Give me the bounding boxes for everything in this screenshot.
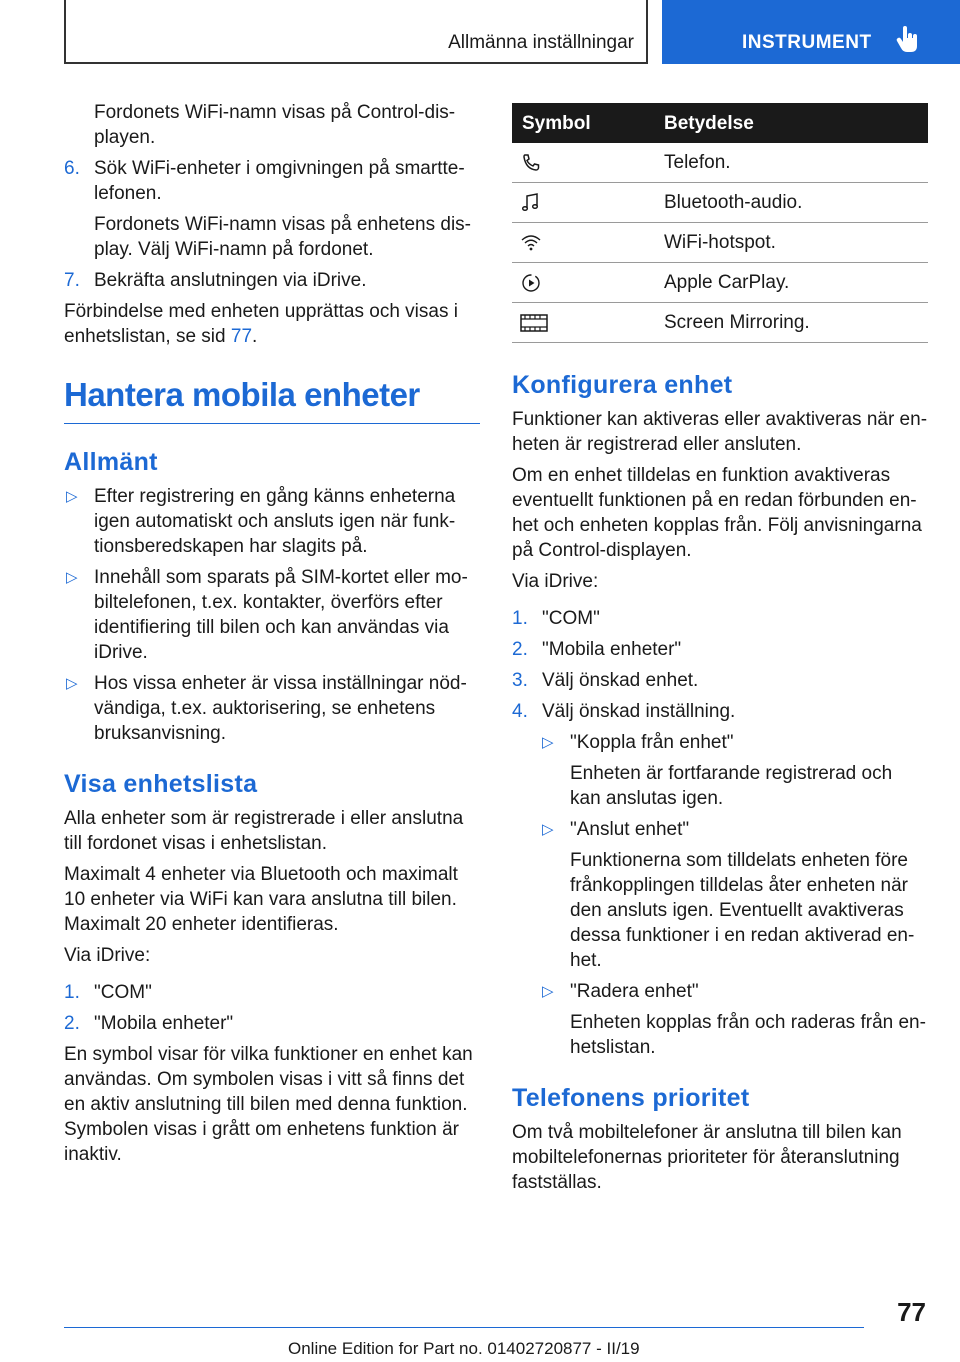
paragraph: Via iDrive: xyxy=(64,945,151,966)
header-section-box xyxy=(64,0,648,64)
list-item xyxy=(64,1011,480,1036)
triangle-bullet-icon: ▷ xyxy=(542,983,554,1000)
step-text: "Mobila enheter" xyxy=(94,1013,234,1034)
paragraph: Fordonets WiFi-namn visas på Control-displayen. xyxy=(94,102,456,148)
step-number: 6. xyxy=(64,158,80,179)
footer-divider xyxy=(64,1327,864,1328)
hand-pointer-icon xyxy=(894,24,922,54)
paragraph: Via iDrive: xyxy=(512,571,599,592)
step-text: "COM" xyxy=(94,982,152,1003)
step-number: 4. xyxy=(512,701,528,722)
option-label: "Anslut enhet" xyxy=(570,819,690,840)
list-item xyxy=(64,484,480,559)
section-heading-priority: Telefonens prioritet xyxy=(512,1084,750,1112)
paragraph xyxy=(64,299,480,349)
option-description: Funktionerna som tilldelats enheten före frånkopplingen tilldelas åter enheten när den ansluts igen. Eventuellt avaktiveras dessa funktioner i en redan aktiverad enhet. xyxy=(570,850,915,971)
step-text: "Mobila enheter" xyxy=(542,639,682,660)
table-row xyxy=(512,143,928,183)
phone-icon xyxy=(520,152,542,174)
triangle-bullet-icon: ▷ xyxy=(542,821,554,838)
music-note-icon xyxy=(520,192,542,214)
list-item xyxy=(512,699,928,724)
screen-mirroring-icon xyxy=(520,312,548,334)
table-cell: WiFi-hotspot. xyxy=(664,223,928,263)
paragraph-text: Förbindelse med enheten upprättas och visas i enhetslistan, se sid xyxy=(64,301,458,347)
step-number: 2. xyxy=(64,1013,80,1034)
header-section-title: Allmänna inställningar xyxy=(448,32,634,53)
bullet-text: Efter registrering en gång känns enheterna igen automatiskt och ansluts igen när funktionsberedskapen har slagits på. xyxy=(94,486,456,557)
list-item xyxy=(64,671,480,746)
step-text: Bekräfta anslutningen via iDrive. xyxy=(94,270,367,291)
paragraph: Om två mobiltelefoner är anslutna till bilen kan mobiltelefonernas prioriteter för återanslutning fastställas. xyxy=(512,1122,902,1193)
table-cell: Telefon. xyxy=(664,143,928,183)
table-header-symbol: Symbol xyxy=(512,103,664,143)
step-number: 3. xyxy=(512,670,528,691)
paragraph: Fordonets WiFi-namn visas på enhetens display. Välj WiFi-namn på fordonet. xyxy=(94,214,471,260)
symbol-table xyxy=(512,103,928,343)
list-item xyxy=(512,606,928,631)
page-number: 77 xyxy=(897,1297,926,1327)
wifi-icon xyxy=(520,232,542,254)
triangle-bullet-icon: ▷ xyxy=(66,569,78,586)
step-number: 1. xyxy=(512,608,528,629)
bullet-text: Hos vissa enheter är vissa inställningar nödvändiga, t.ex. auktorisering, se enhetens bruksanvisning. xyxy=(94,673,467,744)
table-cell: Apple CarPlay. xyxy=(664,263,928,303)
list-item xyxy=(512,668,928,693)
triangle-bullet-icon: ▷ xyxy=(66,675,78,692)
right-column xyxy=(512,100,928,1201)
list-item xyxy=(540,817,928,842)
step-text: Välj önskad inställning. xyxy=(542,701,736,722)
carplay-icon xyxy=(520,272,542,294)
page-link[interactable]: 77 xyxy=(230,326,253,347)
step-text: "COM" xyxy=(542,608,600,629)
footer-edition: Online Edition for Part no. 01402720877 - II/19 xyxy=(288,1339,640,1358)
section-heading-general: Allmänt xyxy=(64,448,158,476)
bullet-text: Innehåll som sparats på SIM-kortet eller mobiltelefonen, t.ex. kontakter, överförs efter identifiering till bilen och kan användas via iDrive. xyxy=(94,567,468,663)
left-column xyxy=(64,100,480,1173)
table-row xyxy=(512,223,928,263)
paragraph: Maximalt 4 enheter via Bluetooth och maximalt 10 enheter via WiFi kan vara anslutna till bilen. Maximalt 20 enheter identifieras. xyxy=(64,864,458,935)
step-number: 2. xyxy=(512,639,528,660)
list-item xyxy=(64,565,480,665)
step-text: Sök WiFi-enheter i omgivningen på smarttelefonen. xyxy=(94,158,465,204)
option-description: Enheten kopplas från och raderas från enhetslistan. xyxy=(570,1012,926,1058)
option-label: "Koppla från enhet" xyxy=(570,732,734,753)
section-heading-configure: Konfigurera enhet xyxy=(512,371,733,399)
option-description: Enheten är fortfarande registrerad och kan anslutas igen. xyxy=(570,763,893,809)
table-row xyxy=(512,183,928,223)
option-label: "Radera enhet" xyxy=(570,981,699,1002)
paragraph: Alla enheter som är registrerade i eller anslutna till fordonet visas i enhetslistan. xyxy=(64,808,464,854)
table-row xyxy=(512,303,928,343)
step-text: Välj önskad enhet. xyxy=(542,670,699,691)
sub-list xyxy=(512,730,928,1060)
header-chapter-title: INSTRUMENT xyxy=(742,32,872,53)
table-cell: Screen Mirroring. xyxy=(664,303,928,343)
list-item xyxy=(540,979,928,1004)
triangle-bullet-icon: ▷ xyxy=(542,734,554,751)
paragraph: Om en enhet tilldelas en funktion avaktiveras eventuellt funktionen på en redan förbunden enhet och enheten kopplas från. Följ anvisningarna på Control-displayen. xyxy=(512,465,922,561)
list-item xyxy=(540,730,928,755)
list-item xyxy=(64,156,480,206)
paragraph: Funktioner kan aktiveras eller avaktiveras när enheten är registrerad eller ansluten. xyxy=(512,409,928,455)
table-cell: Bluetooth-audio. xyxy=(664,183,928,223)
paragraph: En symbol visar för vilka funktioner en enhet kan användas. Om symbolen visas i vitt så finns det en aktiv anslutning till bilen med denna funktion. Symbolen visas i grått om enhetens funktion är inaktiv. xyxy=(64,1044,473,1165)
paragraph-text: . xyxy=(252,326,258,347)
table-header-meaning: Betydelse xyxy=(664,103,928,143)
list-item xyxy=(64,268,480,293)
list-item xyxy=(64,980,480,1005)
step-number: 7. xyxy=(64,270,80,291)
triangle-bullet-icon: ▷ xyxy=(66,488,78,505)
table-row xyxy=(512,263,928,303)
section-heading-device-list: Visa enhetslista xyxy=(64,770,258,798)
page-title: Hantera mobila enheter xyxy=(64,375,480,424)
step-number: 1. xyxy=(64,982,80,1003)
list-item xyxy=(512,637,928,662)
